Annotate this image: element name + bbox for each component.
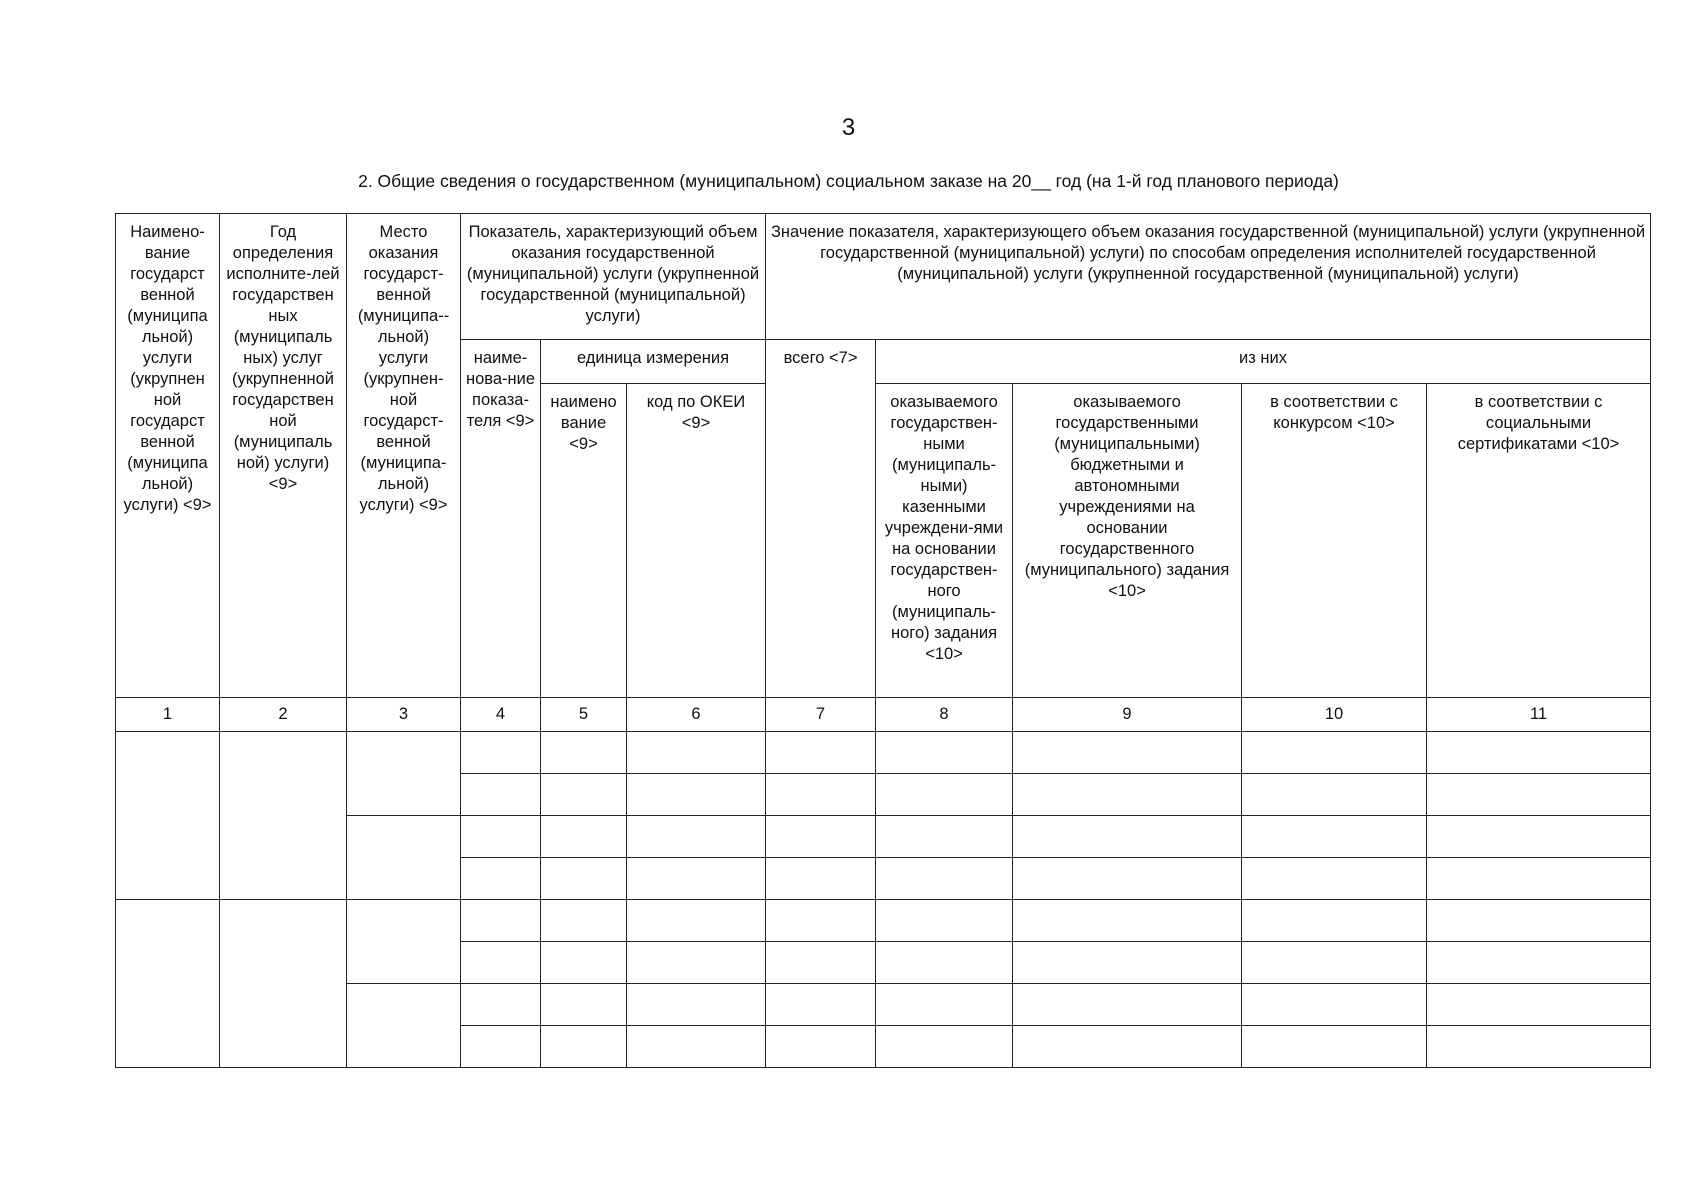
empty-cell[interactable] (766, 774, 876, 816)
empty-cell[interactable] (461, 900, 541, 942)
empty-cell[interactable] (1013, 942, 1242, 984)
empty-cell[interactable] (876, 984, 1013, 1026)
empty-cell[interactable] (541, 900, 627, 942)
empty-cell[interactable] (627, 900, 766, 942)
empty-cell[interactable] (1242, 732, 1427, 774)
column-number: 1 (116, 698, 220, 732)
empty-cell[interactable] (1427, 984, 1651, 1026)
empty-cell[interactable] (541, 732, 627, 774)
empty-cell[interactable] (461, 984, 541, 1026)
empty-cell[interactable] (1013, 732, 1242, 774)
empty-cell[interactable] (876, 900, 1013, 942)
column-number: 7 (766, 698, 876, 732)
header-certificates: в соответствии с социальными сертификатами <10> (1427, 384, 1651, 698)
empty-cell[interactable] (1242, 900, 1427, 942)
empty-cell[interactable] (220, 732, 347, 900)
empty-cell[interactable] (347, 900, 461, 984)
empty-cell[interactable] (116, 900, 220, 1068)
empty-cell[interactable] (1013, 858, 1242, 900)
empty-cell[interactable] (1427, 858, 1651, 900)
empty-cell[interactable] (347, 984, 461, 1068)
column-number: 8 (876, 698, 1013, 732)
header-budget-institutions: оказываемого государственными (муниципальными) бюджетными и автономными учреждениями на основании государственного (муниципального) задания <10> (1013, 384, 1242, 698)
empty-cell[interactable] (347, 816, 461, 900)
header-unit-name: наимено вание <9> (541, 384, 627, 698)
empty-cell[interactable] (347, 732, 461, 816)
empty-cell[interactable] (627, 774, 766, 816)
empty-cell[interactable] (541, 774, 627, 816)
header-okei-code: код по ОКЕИ <9> (627, 384, 766, 698)
empty-cell[interactable] (1427, 774, 1651, 816)
empty-cell[interactable] (1427, 1026, 1651, 1068)
empty-cell[interactable] (627, 942, 766, 984)
empty-cell[interactable] (541, 858, 627, 900)
empty-cell[interactable] (627, 858, 766, 900)
empty-cell[interactable] (461, 942, 541, 984)
empty-cell[interactable] (876, 942, 1013, 984)
empty-cell[interactable] (1427, 732, 1651, 774)
empty-cell[interactable] (1242, 1026, 1427, 1068)
empty-cell[interactable] (541, 1026, 627, 1068)
column-number: 6 (627, 698, 766, 732)
empty-cell[interactable] (627, 984, 766, 1026)
empty-cell[interactable] (766, 942, 876, 984)
empty-cell[interactable] (116, 732, 220, 900)
table-row (116, 816, 1651, 858)
table-row (116, 900, 1651, 942)
header-state-institutions: оказываемого государствен-ными (муниципаль-ными) казенными учреждени-ями на основании государствен-ного (муниципаль-ного) задания <10> (876, 384, 1013, 698)
header-service-name: Наимено-вание государст венной (муниципа льной) услуги (укрупнен ной государст венной (муниципа льной) услуги) <9> (116, 214, 220, 698)
column-number: 2 (220, 698, 347, 732)
empty-cell[interactable] (766, 816, 876, 858)
header-indicator-name: наиме-нова-ние показа-теля <9> (461, 340, 541, 698)
empty-cell[interactable] (627, 732, 766, 774)
empty-cell[interactable] (627, 1026, 766, 1068)
empty-cell[interactable] (876, 858, 1013, 900)
header-determination-year: Год определения исполните-лей государствен ных (муниципаль ных) услуг (укрупненной государствен ной (муниципаль ной) услуги) <9> (220, 214, 347, 698)
column-number: 4 (461, 698, 541, 732)
empty-cell[interactable] (1013, 900, 1242, 942)
empty-cell[interactable] (876, 816, 1013, 858)
header-service-place: Место оказания государст-венной (муниципа--льной) услуги (укрупнен-ной государст-венной (муниципа-льной) услуги) <9> (347, 214, 461, 698)
column-number: 11 (1427, 698, 1651, 732)
empty-cell[interactable] (876, 774, 1013, 816)
empty-cell[interactable] (1427, 942, 1651, 984)
empty-cell[interactable] (876, 732, 1013, 774)
empty-cell[interactable] (1013, 774, 1242, 816)
header-total: всего <7> (766, 340, 876, 698)
empty-cell[interactable] (461, 774, 541, 816)
empty-cell[interactable] (1427, 900, 1651, 942)
column-number: 10 (1242, 698, 1427, 732)
empty-cell[interactable] (1242, 816, 1427, 858)
table-row (116, 984, 1651, 1026)
empty-cell[interactable] (220, 900, 347, 1068)
empty-cell[interactable] (876, 1026, 1013, 1068)
empty-cell[interactable] (766, 858, 876, 900)
social-order-table (115, 213, 1651, 1068)
column-number: 5 (541, 698, 627, 732)
empty-cell[interactable] (541, 984, 627, 1026)
empty-cell[interactable] (766, 900, 876, 942)
empty-cell[interactable] (1013, 984, 1242, 1026)
column-number: 9 (1013, 698, 1242, 732)
empty-cell[interactable] (1427, 816, 1651, 858)
empty-cell[interactable] (766, 732, 876, 774)
empty-cell[interactable] (1242, 942, 1427, 984)
empty-cell[interactable] (1242, 858, 1427, 900)
empty-cell[interactable] (541, 942, 627, 984)
empty-cell[interactable] (461, 816, 541, 858)
header-of-them: из них (876, 340, 1651, 384)
empty-cell[interactable] (461, 732, 541, 774)
header-unit-group: единица измерения (541, 340, 766, 384)
empty-cell[interactable] (766, 984, 876, 1026)
header-competition: в соответствии с конкурсом <10> (1242, 384, 1427, 698)
empty-cell[interactable] (461, 858, 541, 900)
empty-cell[interactable] (461, 1026, 541, 1068)
empty-cell[interactable] (1242, 774, 1427, 816)
empty-cell[interactable] (627, 816, 766, 858)
section-title: 2. Общие сведения о государственном (муниципальном) социальном заказе на 20__ год (на 1-й год планового периода) (358, 171, 1339, 191)
empty-cell[interactable] (1013, 1026, 1242, 1068)
header-value-group: Значение показателя, характеризующего объем оказания государственной (муниципальной) услуги (укрупненной государственной (муниципальной) услуги) по способам определения исполнителей государственной (муниципальной) услуги (укрупненной государственной (муниципальной) услуги) (766, 214, 1651, 340)
empty-cell[interactable] (541, 816, 627, 858)
empty-cell[interactable] (1242, 984, 1427, 1026)
column-number: 3 (347, 698, 461, 732)
table-row (116, 732, 1651, 774)
empty-cell[interactable] (1013, 816, 1242, 858)
header-indicator-group: Показатель, характеризующий объем оказания государственной (муниципальной) услуги (укрупненной государственной (муниципальной) услуги) (461, 214, 766, 340)
page-number: 3 (841, 114, 856, 141)
empty-cell[interactable] (766, 1026, 876, 1068)
